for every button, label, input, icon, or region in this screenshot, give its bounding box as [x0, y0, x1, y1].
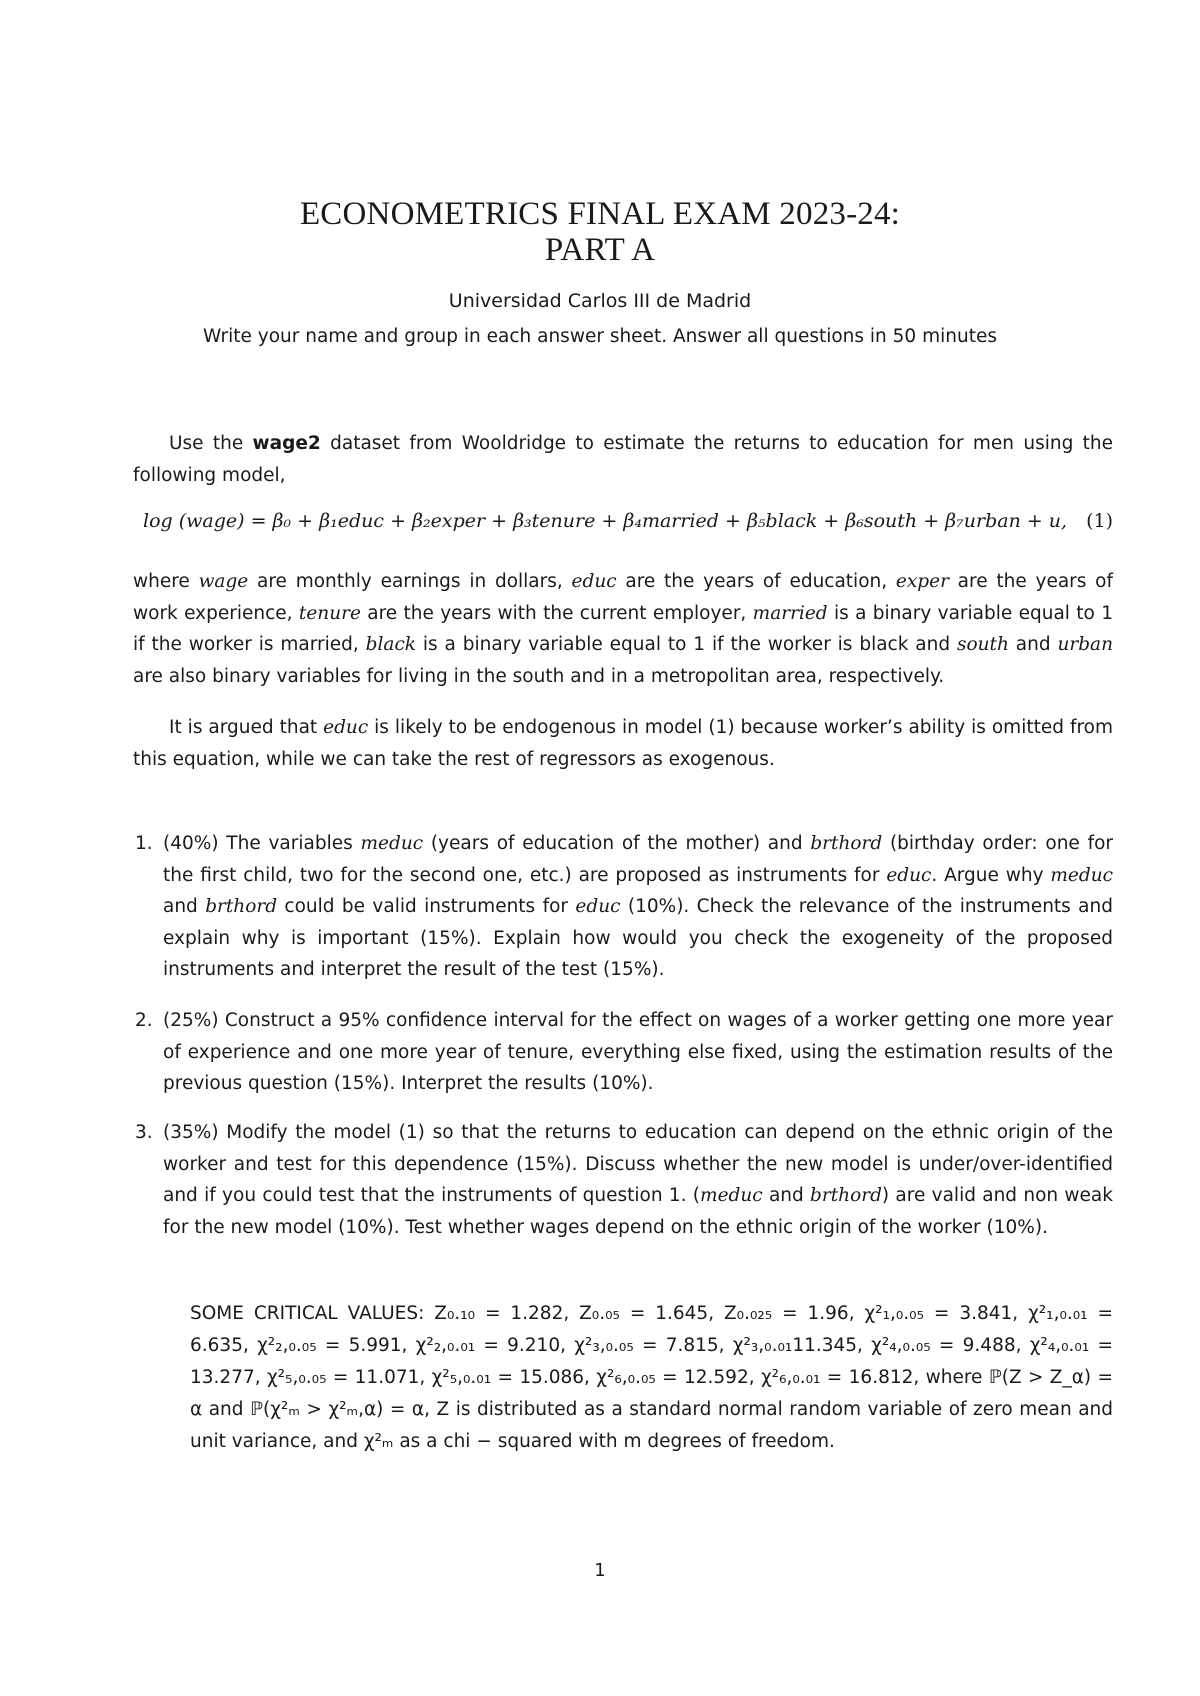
- var-tenure: tenure: [298, 602, 361, 624]
- q-text: (35%) Modify the model (1) so that the returns to education can depend on the ethnic origin of the worker and test for this dependence (15%). Discuss whether the new model is under/over-identified and if you could test that the instruments of question 1. (: [163, 1122, 1113, 1206]
- q-text: (10%). Check the relevance of the instruments and explain why is important (15%). Explain how would you check the exogeneity of the proposed instruments and interpret the result of the test (15%).: [163, 896, 1113, 980]
- var-educ: educ: [571, 571, 617, 592]
- var-meduc: meduc: [1050, 864, 1113, 886]
- title-line-1: ECONOMETRICS FINAL EXAM 2023-24:: [299, 196, 901, 232]
- critical-values-notes: where ℙ(Z > Z_α) = α and ℙ(χ²ₘ > χ²ₘ,α) = α, Z is distributed as a standard normal random variable of zero mean and unit variance, and χ²ₘ as a chi − squared with m degrees of freedom.: [190, 1367, 1113, 1452]
- university-name: Universidad Carlos III de Madrid: [448, 290, 752, 312]
- equation-body: log (wage) = β₀ + β₁educ + β₂exper + β₃tenure + β₄married + β₅black + β₆south + β₇urban + u,: [143, 510, 1068, 532]
- q-text: and: [163, 896, 206, 917]
- endogeneity-paragraph: [133, 712, 1113, 775]
- intro-text-2: dataset from Wooldridge to estimate the returns to education for men using the following model,: [133, 433, 1113, 486]
- def-text: where: [133, 571, 199, 592]
- var-wage: wage: [198, 571, 249, 592]
- def-text: are the years of education,: [616, 571, 896, 592]
- question-number: 2.: [135, 1010, 153, 1031]
- critical-values: [190, 1298, 1113, 1458]
- def-text: is a binary variable equal to 1 if the worker is married,: [133, 602, 1113, 655]
- exam-title: [0, 196, 1200, 268]
- equation-number: (1): [1086, 510, 1113, 532]
- q-text: (years of education of the mother) and: [423, 833, 811, 854]
- var-urban: urban: [1057, 634, 1113, 655]
- def-text: and: [1008, 634, 1058, 655]
- q-text: ) are valid and non weak for the new model (10%). Test whether wages depend on the ethnic origin of the worker (10%).: [163, 1185, 1113, 1238]
- q-text: (40%) The variables: [163, 833, 361, 854]
- var-black: black: [365, 634, 417, 655]
- var-south: south: [956, 634, 1009, 655]
- q-text: . Argue why: [931, 864, 1051, 886]
- q-text: could be valid instruments for: [277, 896, 576, 917]
- critical-values-label: SOME CRITICAL VALUES:: [190, 1303, 435, 1324]
- exam-instructions: Write your name and group in each answer sheet. Answer all questions in 50 minutes: [203, 326, 997, 347]
- def-text: is a binary variable equal to 1 if the worker is black and: [416, 634, 957, 655]
- q-text: (25%) Construct a 95% confidence interval for the effect on wages of a worker getting one more year of experience and one more year of tenure, everything else fixed, using the estimation results of the previous question (15%). Interpret the results (10%).: [163, 1010, 1113, 1094]
- var-brthord: brthord: [810, 833, 883, 854]
- variable-definitions: [133, 566, 1113, 692]
- def-text: are the years of work experience,: [133, 571, 1113, 624]
- dataset-name: wage2: [252, 433, 321, 454]
- title-line-2: PART A: [544, 232, 656, 268]
- model-equation: [143, 510, 1113, 532]
- endog-text: It is argued that: [169, 717, 324, 738]
- question-number: 3.: [135, 1122, 153, 1143]
- var-married: married: [752, 602, 828, 624]
- q-text: and: [762, 1185, 811, 1206]
- var-educ: educ: [323, 717, 369, 738]
- var-brthord: brthord: [810, 1185, 882, 1206]
- question-2: [135, 1005, 1113, 1100]
- intro-text-1: Use the: [169, 433, 253, 454]
- var-meduc: meduc: [700, 1185, 763, 1206]
- def-text: are monthly earnings in dollars,: [248, 571, 572, 592]
- var-educ: educ: [886, 864, 932, 886]
- intro-paragraph: [133, 428, 1113, 491]
- question-3: [135, 1117, 1113, 1243]
- page-number: 1: [594, 1560, 606, 1581]
- var-exper: exper: [895, 571, 949, 592]
- q-text: (birthday order: one for the first child, two for the second one, etc.) are proposed as instruments for: [163, 833, 1114, 886]
- critical-values-list: Z₀.₁₀ = 1.282, Z₀.₀₅ = 1.645, Z₀.₀₂₅ = 1.96, χ²₁,₀.₀₅ = 3.841, χ²₁,₀.₀₁ = 6.635, χ²₂,₀.₀₅ = 5.991, χ²₂,₀.₀₁ = 9.210, χ²₃,₀.₀₅ = 7.815, χ²₃,₀.₀₁11.345, χ²₄,₀.₀₅ = 9.488, χ²₄,₀.₀₁ = 13.277, χ²₅,₀.₀₅ = 11.071, χ²₅,₀.₀₁ = 15.086, χ²₆,₀.₀₅ = 12.592, χ²₆,₀.₀₁ = 16.812,: [190, 1303, 1114, 1388]
- question-number: 1.: [135, 833, 153, 854]
- def-text: are also binary variables for living in the south and in a metropolitan area, respectively.: [133, 665, 945, 687]
- var-meduc: meduc: [360, 833, 424, 854]
- question-1: [135, 828, 1114, 986]
- var-brthord: brthord: [205, 896, 278, 917]
- endog-text: is likely to be endogenous in model (1) because worker’s ability is omitted from this equation, while we can take the rest of regressors as exogenous.: [133, 717, 1113, 770]
- def-text: are the years with the current employer,: [360, 602, 753, 624]
- var-educ: educ: [575, 896, 621, 917]
